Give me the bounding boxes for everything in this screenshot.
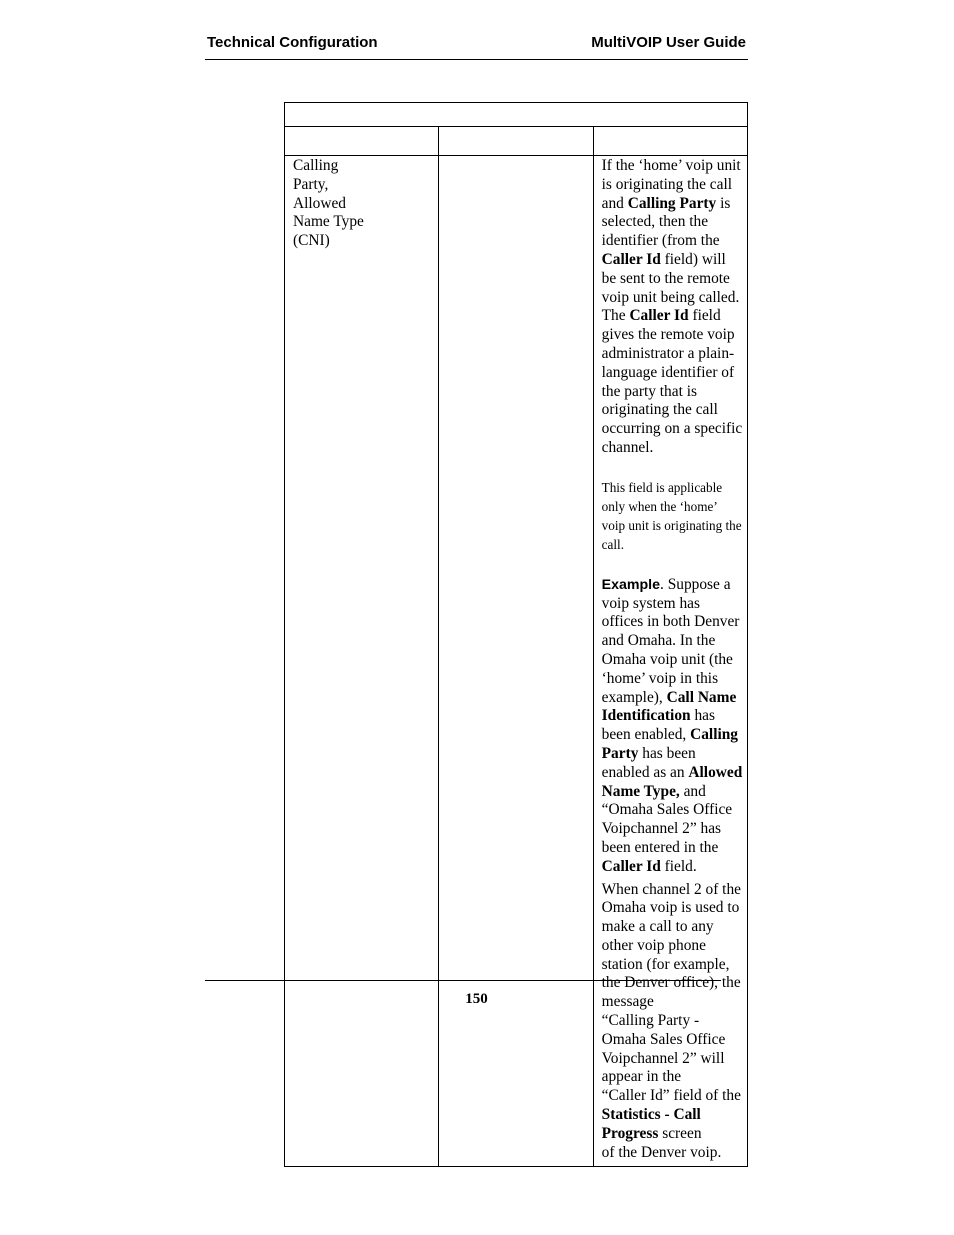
result-bold-term: Statistics - Call Progress [601,1106,701,1142]
example-text: . Suppose a voip system has offices in both Denver and Omaha. In the Omaha voip unit (the ‘home’ voip in this example), [601,575,740,706]
desc-text: field gives the remote voip administrator a plain-language identifier of the party that is originating the call occurring on a specific channel. [601,307,743,456]
column-header-field-name [285,127,439,156]
result-text: “Calling Party - Omaha Sales Office Voipchannel 2” will appear in the [601,1012,726,1086]
page-header [205,33,748,60]
field-name-line: Allowed [293,194,347,212]
example-bold-term: Caller Id [601,857,661,875]
table-title-row [285,103,748,127]
page-number: 150 [465,991,488,1007]
result-text: “Caller Id” field of the [601,1087,741,1105]
example-text: has been enabled as an [601,744,696,781]
example-text: has been enabled, [601,707,715,744]
example-bold-term: Allowed Name Type, [601,763,743,800]
result-paragraph [602,881,743,1167]
field-name-line: Calling [293,157,339,174]
result-text: screen [658,1124,702,1142]
field-name-line: (CNI) [293,232,330,250]
example-text: field. [660,857,697,875]
field-name-cell [285,156,439,1167]
desc-bold-term: Caller Id [629,307,689,325]
example-bold-term: Calling Party [601,726,739,762]
result-text: of the Denver voip. [601,1143,722,1161]
desc-text: is selected, then the identifier (from the [601,194,731,250]
desc-bold-term: Caller Id [601,250,661,268]
column-header-values [439,127,593,156]
description-paragraph [602,157,743,458]
header-section-title: Technical Configuration [207,34,378,51]
example-text: and “Omaha Sales Office Voipchannel 2” has been entered in the [601,782,733,856]
column-header-description [593,127,747,156]
field-name-line: Party, [293,175,329,193]
table-title-cell [285,103,748,127]
header-guide-title: MultiVOIP User Guide [591,34,746,51]
example-paragraph [602,576,743,877]
desc-bold-term: Calling Party [627,194,717,212]
desc-text: field) will be sent to the remote voip unit being called. The [601,250,740,325]
description-cell [593,156,747,1167]
example-lead: Example [601,576,661,593]
footer-divider [205,980,721,981]
table-row [285,156,748,1167]
values-cell [439,156,593,1167]
table-column-header-row [285,127,748,156]
result-text: When channel 2 of the Omaha voip is used to make a call to any other voip phone station (for example, the Denver office), the message [601,880,741,1011]
applicability-note: This field is applicable only when the ‘home’ voip unit is originating the call. [601,479,742,552]
field-name-line: Name Type [293,213,364,231]
example-bold-term: Call Name Identification [601,688,737,725]
desc-text: If the ‘home’ voip unit is originating the call and [601,157,741,212]
